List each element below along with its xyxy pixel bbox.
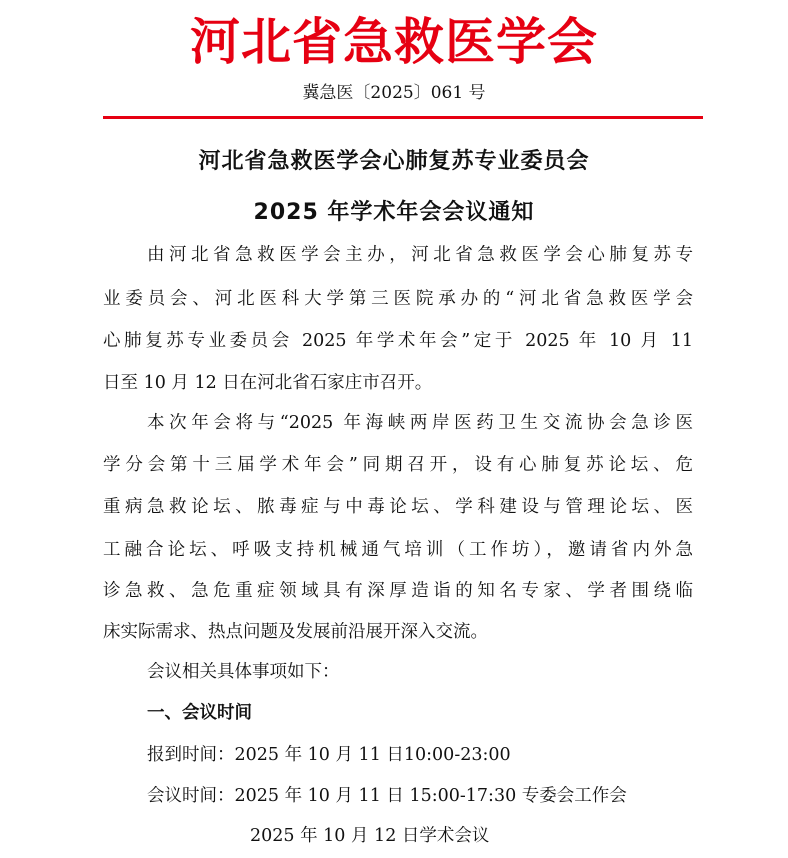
section-1-heading: 一、会议时间	[147, 703, 252, 723]
paragraph-2-line-2: 学分会第十三届学术年会”同期召开，设有心肺复苏论坛、危	[103, 455, 693, 475]
paragraph-2-line-4: 工融合论坛、呼吸支持机械通气培训（工作坊），邀请省内外急	[103, 540, 693, 560]
notice-title-line-1: 河北省急救医学会心肺复苏专业委员会	[198, 149, 590, 174]
paragraph-3: 会议相关具体事项如下：	[147, 662, 340, 682]
paragraph-1-line-2: 业委员会、河北医科大学第三医院承办的“河北省急救医学会	[103, 289, 693, 309]
paragraph-2-line-1: 本次年会将与“2025 年海峡两岸医药卫生交流协会急诊医	[147, 413, 693, 433]
masthead-title: 河北省急救医学会	[190, 13, 598, 71]
paragraph-2-line-3: 重病急救论坛、脓毒症与中毒论坛、学科建设与管理论坛、医	[103, 497, 693, 517]
paragraph-1-line-1: 由河北省急救医学会主办，河北省急救医学会心肺复苏专	[147, 245, 693, 265]
red-divider-rule	[103, 116, 703, 119]
meeting-time-line-2: 2025 年 10 月 12 日学术会议	[250, 826, 490, 846]
notice-title-line-2: 2025 年学术年会会议通知	[253, 200, 535, 225]
paragraph-1-line-3: 心肺复苏专业委员会 2025 年学术年会”定于 2025 年 10 月 11	[103, 331, 693, 351]
paragraph-1-line-4: 日至 10 月 12 日在河北省石家庄市召开。	[103, 373, 433, 393]
meeting-time-line-1: 会议时间：2025 年 10 月 11 日 15:00-17:30 专委会工作会	[147, 786, 627, 806]
paragraph-2-line-5: 诊急救、急危重症领域具有深厚造诣的知名专家、学者围绕临	[103, 581, 693, 601]
registration-time: 报到时间：2025 年 10 月 11 日10:00-23:00	[147, 745, 511, 765]
document-number: 冀急医〔2025〕061 号	[302, 83, 486, 103]
paragraph-2-line-6: 床实际需求、热点问题及发展前沿展开深入交流。	[103, 622, 488, 642]
